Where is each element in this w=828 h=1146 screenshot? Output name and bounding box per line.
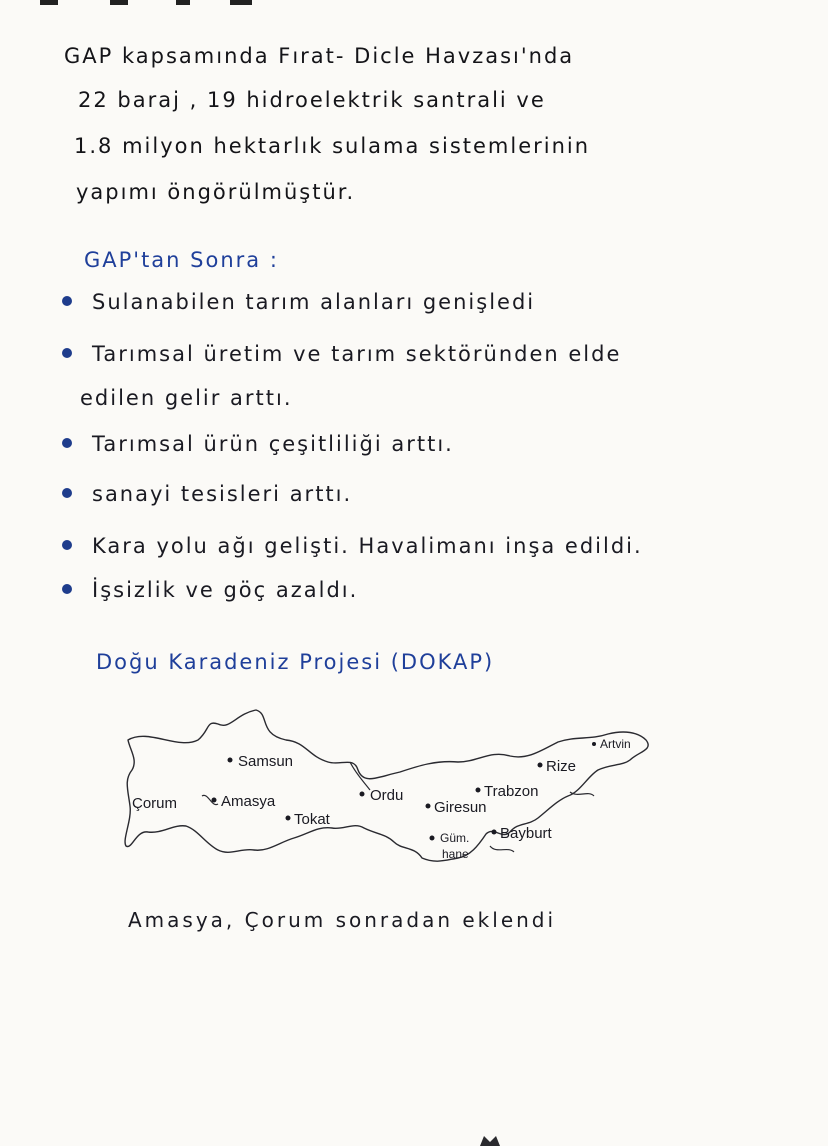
city-rize: Rize (546, 758, 577, 775)
city-gumushane-line2: hane (442, 847, 469, 861)
amasya-dot-icon (212, 798, 217, 803)
bullet-dot-icon (62, 296, 72, 306)
bullet-text: Kara yolu ağı gelişti. Havalimanı inşa edildi. (92, 534, 643, 558)
city-samsun: Samsun (238, 753, 294, 770)
paragraph-line-4: yapımı öngörülmüştür. (76, 180, 356, 204)
bullet-item (62, 432, 454, 456)
city-tokat: Tokat (294, 811, 330, 828)
dokap-region-map (118, 700, 678, 880)
footnote: Amasya, Çorum sonradan eklendi (128, 908, 557, 932)
city-ordu: Ordu (370, 787, 404, 804)
bullet-item (62, 482, 352, 506)
watermark-logo-icon (478, 1132, 502, 1146)
city-trabzon: Trabzon (484, 783, 539, 800)
city-bayburt: Bayburt (500, 825, 552, 842)
city-amasya: Amasya (221, 793, 276, 810)
bullet-item (62, 578, 358, 602)
top-edge-marks (40, 0, 260, 6)
after-gap-heading: GAP'tan Sonra : (84, 248, 279, 272)
city-giresun: Giresun (434, 799, 487, 816)
city-corum: Çorum (132, 795, 178, 812)
bullet-text: İşsizlik ve göç azaldı. (92, 578, 359, 602)
province-border (350, 762, 370, 790)
bullet-dot-icon (62, 540, 72, 550)
bullet-text: sanayi tesisleri arttı. (92, 482, 353, 506)
city-gumushane-line1: Güm. (440, 831, 470, 845)
paragraph-line-2: 22 baraj , 19 hidroelektrik santrali ve (78, 88, 546, 112)
bullet-dot-icon (62, 584, 72, 594)
bullet-item (62, 342, 621, 366)
giresun-dot-icon (426, 804, 431, 809)
rize-dot-icon (538, 763, 543, 768)
paragraph-line-3: 1.8 milyon hektarlık sulama sistemlerinin (74, 134, 591, 158)
region-outline (125, 710, 648, 861)
province-border (490, 846, 514, 852)
samsun-dot-icon (228, 758, 233, 763)
bullet-dot-icon (62, 438, 72, 448)
bullet-text: Tarımsal üretim ve tarım sektöründen elde (92, 342, 622, 366)
bullet-continuation: edilen gelir arttı. (80, 386, 293, 410)
gumushane-dot-icon (430, 836, 435, 841)
ordu-dot-icon (360, 792, 365, 797)
bullet-item (62, 290, 535, 314)
bullet-text: Tarımsal ürün çeşitliliği arttı. (92, 432, 454, 456)
trabzon-dot-icon (476, 788, 481, 793)
paragraph-line-1: GAP kapsamında Fırat- Dicle Havzası'nda (64, 44, 575, 68)
bullet-dot-icon (62, 488, 72, 498)
bayburt-dot-icon (492, 830, 497, 835)
bullet-dot-icon (62, 348, 72, 358)
bullet-text: Sulanabilen tarım alanları genişledi (92, 290, 536, 314)
dokap-heading: Doğu Karadeniz Projesi (DOKAP) (96, 650, 495, 674)
tokat-dot-icon (286, 816, 291, 821)
city-artvin: Artvin (600, 737, 631, 751)
artvin-dot-icon (592, 742, 596, 746)
bullet-item (62, 534, 643, 558)
